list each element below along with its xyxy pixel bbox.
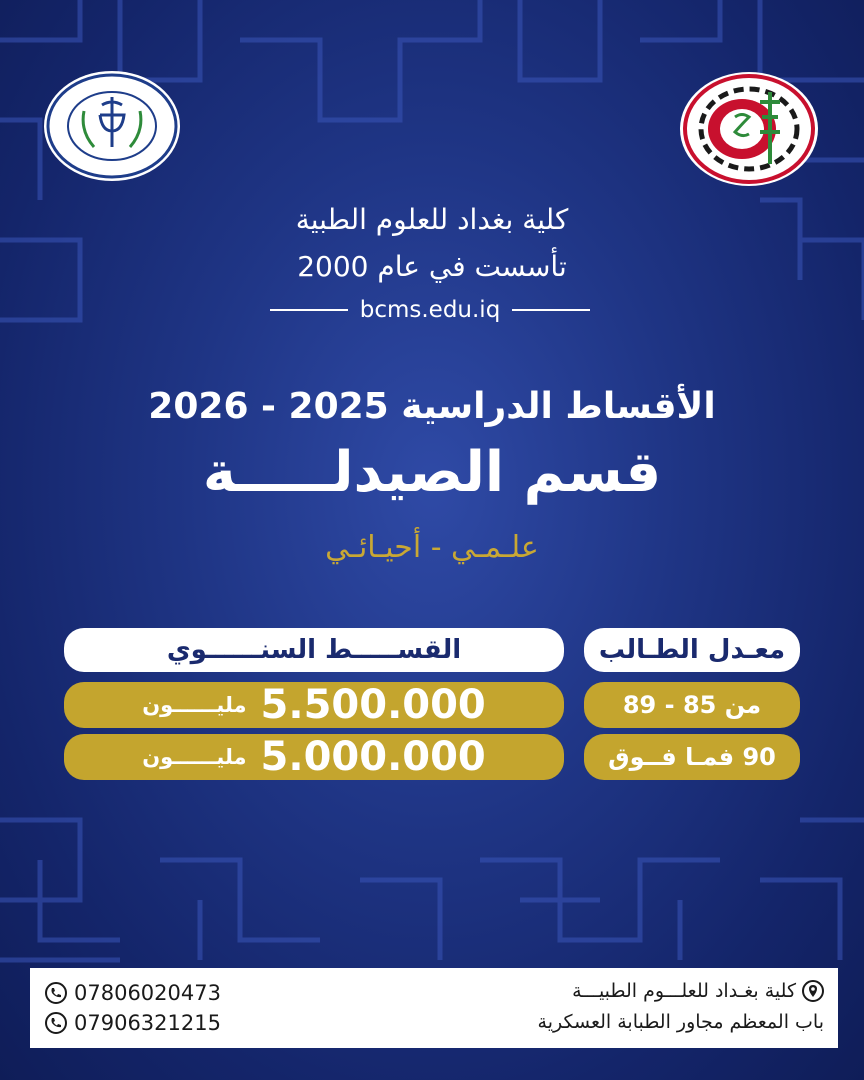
phone-item[interactable]	[44, 978, 221, 1008]
fees-title: الأقساط الدراسية 2025 - 2026	[148, 386, 716, 427]
phone-number: 07806020473	[74, 981, 221, 1005]
fee-unit: مليــــــون	[142, 693, 247, 717]
pharmacy-department-logo	[44, 71, 180, 181]
college-logo	[680, 72, 818, 186]
phone-icon	[44, 981, 68, 1005]
rate-row-1: من 85 - 89	[584, 682, 800, 728]
annual-fee-header: القســـــط السنــــــوي	[64, 628, 564, 672]
fee-amount: 5.500.000	[260, 682, 486, 728]
address	[538, 976, 824, 1038]
phone-item[interactable]	[44, 1008, 221, 1038]
contact-footer	[30, 968, 838, 1048]
founded-year: تأسست في عام 2000	[297, 250, 567, 283]
website-row	[270, 297, 590, 323]
department-title: قسم الصيدلـــــة	[202, 440, 662, 505]
fee-row-2	[64, 734, 564, 780]
address-line-1: كلية بغـداد للعلـــوم الطبيـــة	[538, 976, 824, 1007]
fee-unit: مليــــــون	[142, 745, 247, 769]
divider-right	[512, 309, 590, 311]
branches-subtitle: علـمـي - أحيـائـي	[325, 530, 539, 565]
phone-number: 07906321215	[74, 1011, 221, 1035]
fee-row-1	[64, 682, 564, 728]
rate-row-2: 90 فمـا فــوق	[584, 734, 800, 780]
address-line-2: باب المعظم مجاور الطبابة العسكرية	[537, 1011, 824, 1033]
student-rate-header: معـدل الطـالب	[584, 628, 800, 672]
phone-icon	[44, 1011, 68, 1035]
location-pin-icon	[802, 980, 824, 1004]
fee-amount: 5.000.000	[260, 734, 486, 780]
divider-left	[270, 309, 348, 311]
college-name: كلية بغداد للعلوم الطبية	[295, 203, 569, 236]
phone-list	[44, 978, 221, 1038]
website-link[interactable]: bcms.edu.iq	[359, 297, 501, 323]
